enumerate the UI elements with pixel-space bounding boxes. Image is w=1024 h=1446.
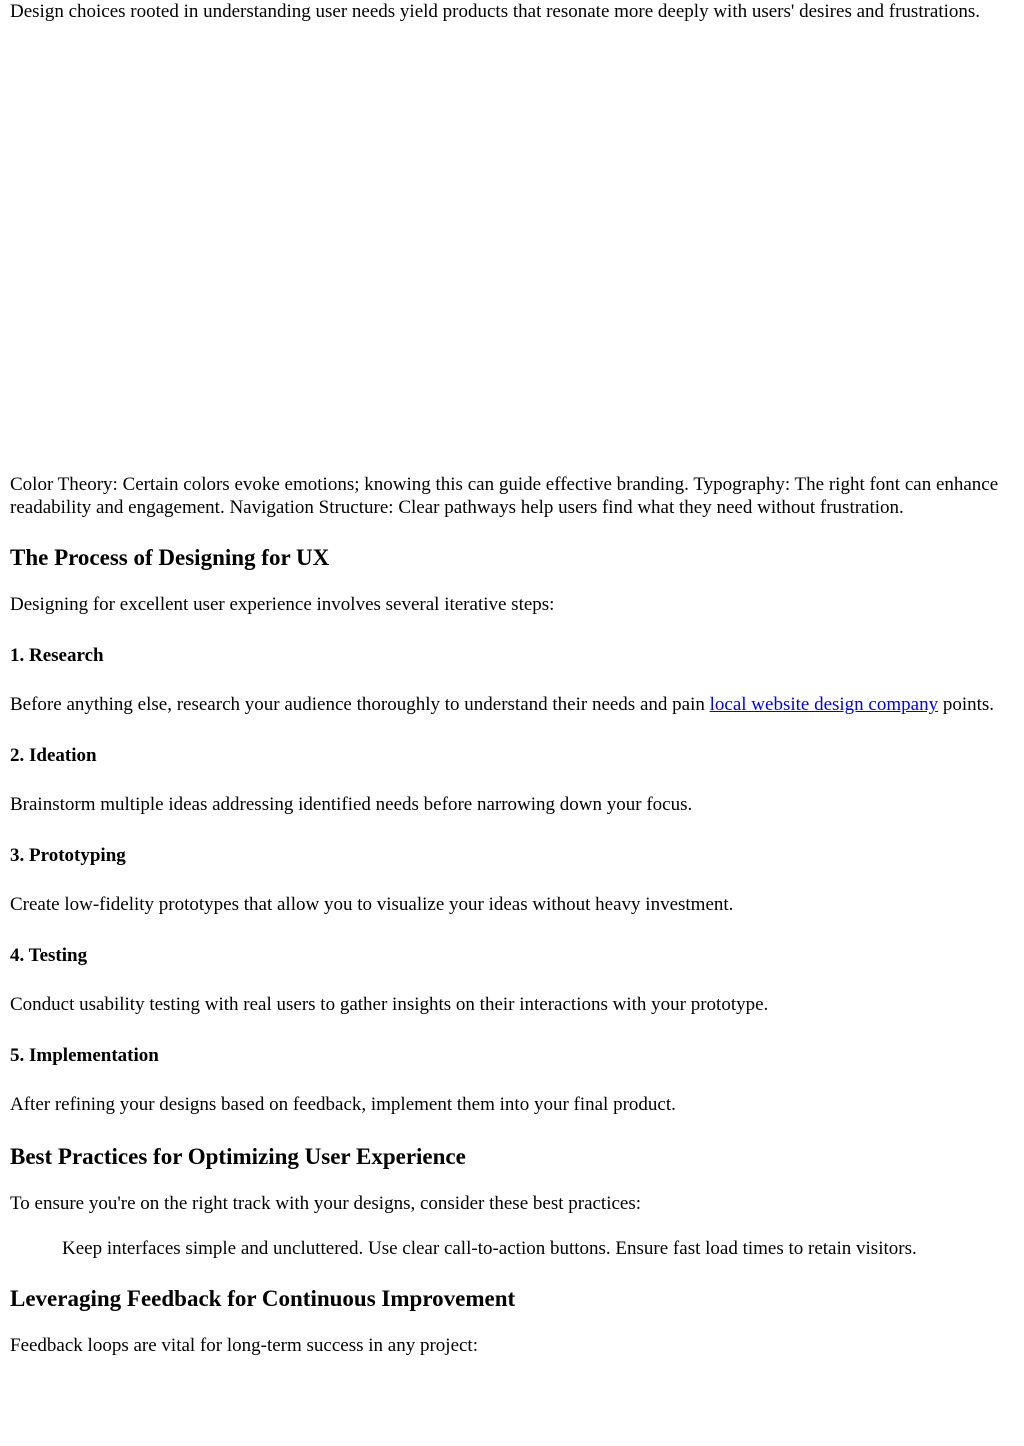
step-prototyping-title: 3. Prototyping [10,845,126,866]
step-research-text [10,693,1014,716]
step-testing-title: 4. Testing [10,945,88,966]
feedback-heading: Leveraging Feedback for Continuous Improvement [10,1286,516,1311]
process-heading: The Process of Designing for UX [10,545,330,570]
step-research-text-after: points. [938,694,995,715]
step-prototyping-text: Create low-fidelity prototypes that allow you to visualize your ideas without heavy investment. [10,894,734,915]
step-ideation-text: Brainstorm multiple ideas addressing identified needs before narrowing down your focus. [10,794,693,815]
intro-paragraph: Design choices rooted in understanding user needs yield products that resonate more deeply with users' desires and frustrations. [10,1,981,22]
process-intro: Designing for excellent user experience involves several iterative steps: [10,594,555,615]
step-research-text-before: Before anything else, research your audience thoroughly to understand their needs and pain [10,694,710,715]
step-implementation-title: 5. Implementation [10,1045,159,1066]
design-elements-paragraph: Color Theory: Certain colors evoke emotions; knowing this can guide effective branding. Typography: The right font can enhance readability and engagement. Navigation Structure: Clear pathways help users find what they need without frustration. [10,474,999,518]
blank-image-area [10,23,1014,473]
feedback-intro: Feedback loops are vital for long-term success in any project: [10,1335,478,1356]
step-research-title: 1. Research [10,645,104,666]
best-practices-intro: To ensure you're on the right track with your designs, consider these best practices: [10,1193,642,1214]
best-practices-heading: Best Practices for Optimizing User Experience [10,1144,466,1169]
step-ideation-title: 2. Ideation [10,745,97,766]
local-website-design-company-link[interactable]: local website design company [709,694,939,715]
step-implementation-text: After refining your designs based on feedback, implement them into your final product. [10,1094,676,1115]
step-testing-text: Conduct usability testing with real users to gather insights on their interactions with your prototype. [10,994,769,1015]
best-practices-list: Keep interfaces simple and uncluttered. Use clear call-to-action buttons. Ensure fast load times to retain visitors. [62,1238,917,1259]
